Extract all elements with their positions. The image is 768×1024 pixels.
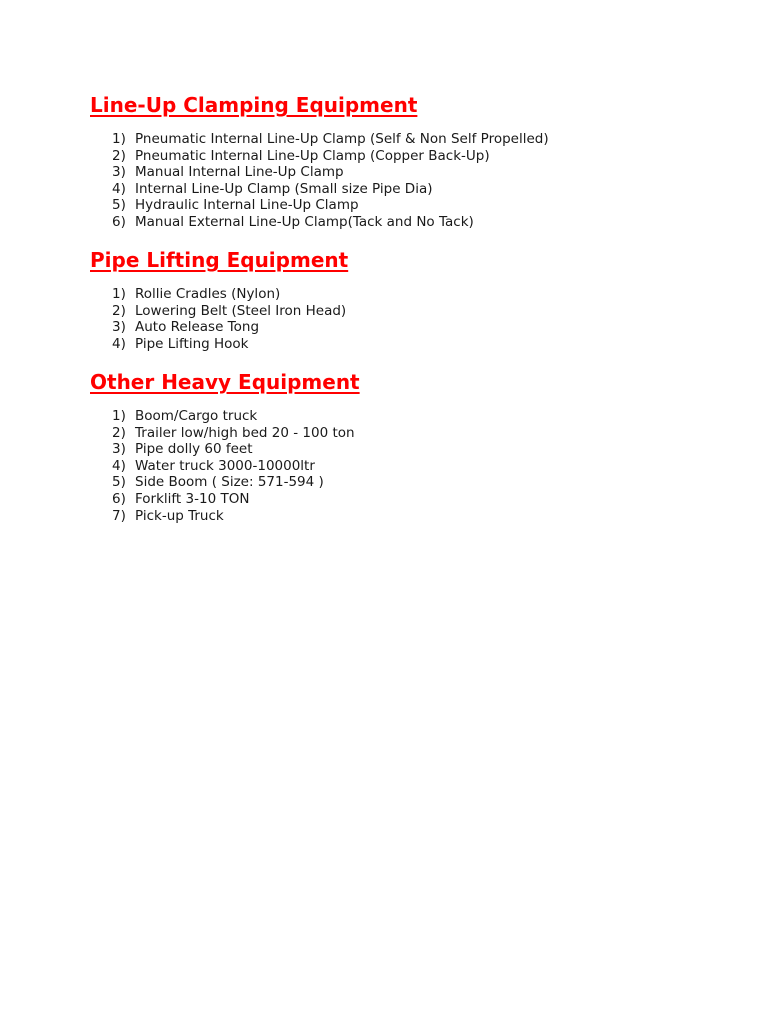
item-number: 6): [112, 213, 126, 230]
item-number: 1): [112, 131, 126, 147]
item-text: Manual External Line-Up Clamp(Tack and No Tack): [135, 213, 474, 230]
section-other-heavy: [90, 369, 730, 524]
section-heading: Pipe Lifting Equipment: [90, 248, 349, 272]
item-text: Trailer low/high bed 20 - 100 ton: [135, 424, 355, 441]
list-item: [90, 164, 730, 181]
section-heading: Line-Up Clamping Equipment: [90, 93, 418, 117]
item-number: 2): [112, 424, 126, 441]
item-text: Lowering Belt (Steel Iron Head): [135, 302, 347, 319]
item-text: Manual Internal Line-Up Clamp: [135, 164, 344, 181]
item-number: 3): [112, 319, 126, 336]
item-text: Pick-up Truck: [135, 507, 224, 524]
list-item: [90, 408, 730, 425]
list-item: [90, 491, 730, 508]
item-number: 5): [112, 197, 126, 214]
section-heading: Other Heavy Equipment: [90, 370, 360, 394]
item-text: Auto Release Tong: [135, 319, 260, 336]
section-line-up-clamping: [90, 92, 730, 231]
item-number: 2): [112, 147, 126, 164]
list-item: [90, 286, 730, 303]
item-text: Rollie Cradles (Nylon): [135, 286, 281, 302]
item-text: Forklift 3-10 TON: [135, 490, 250, 507]
list-item: [90, 181, 730, 198]
item-text: Boom/Cargo truck: [135, 408, 258, 424]
item-number: 3): [112, 441, 126, 458]
list-item: [90, 131, 730, 148]
list-item: [90, 303, 730, 320]
list-item: [90, 474, 730, 491]
section-pipe-lifting: [90, 247, 730, 352]
item-text: Hydraulic Internal Line-Up Clamp: [135, 197, 359, 214]
list-item: [90, 425, 730, 442]
list-item: [90, 441, 730, 458]
equipment-list: [90, 131, 730, 231]
item-text: Internal Line-Up Clamp (Small size Pipe Dia): [135, 180, 433, 197]
list-item: [90, 458, 730, 475]
item-number: 4): [112, 335, 126, 352]
item-number: 4): [112, 180, 126, 197]
item-number: 5): [112, 474, 126, 491]
list-item: [90, 319, 730, 336]
item-number: 1): [112, 286, 126, 302]
equipment-list: [90, 286, 730, 352]
item-text: Side Boom ( Size: 571-594 ): [135, 474, 324, 491]
item-number: 2): [112, 302, 126, 319]
item-number: 3): [112, 164, 126, 181]
list-item: [90, 336, 730, 353]
list-item: [90, 148, 730, 165]
item-text: Pneumatic Internal Line-Up Clamp (Self & Non Self Propelled): [135, 131, 549, 147]
item-number: 1): [112, 408, 126, 424]
item-text: Pipe Lifting Hook: [135, 335, 249, 352]
list-item: [90, 197, 730, 214]
item-text: Water truck 3000-10000ltr: [135, 457, 315, 474]
equipment-list: [90, 408, 730, 524]
item-number: 6): [112, 490, 126, 507]
item-number: 4): [112, 457, 126, 474]
list-item: [90, 508, 730, 525]
item-text: Pneumatic Internal Line-Up Clamp (Copper Back-Up): [135, 147, 490, 164]
item-text: Pipe dolly 60 feet: [135, 441, 253, 458]
item-number: 7): [112, 507, 126, 524]
list-item: [90, 214, 730, 231]
